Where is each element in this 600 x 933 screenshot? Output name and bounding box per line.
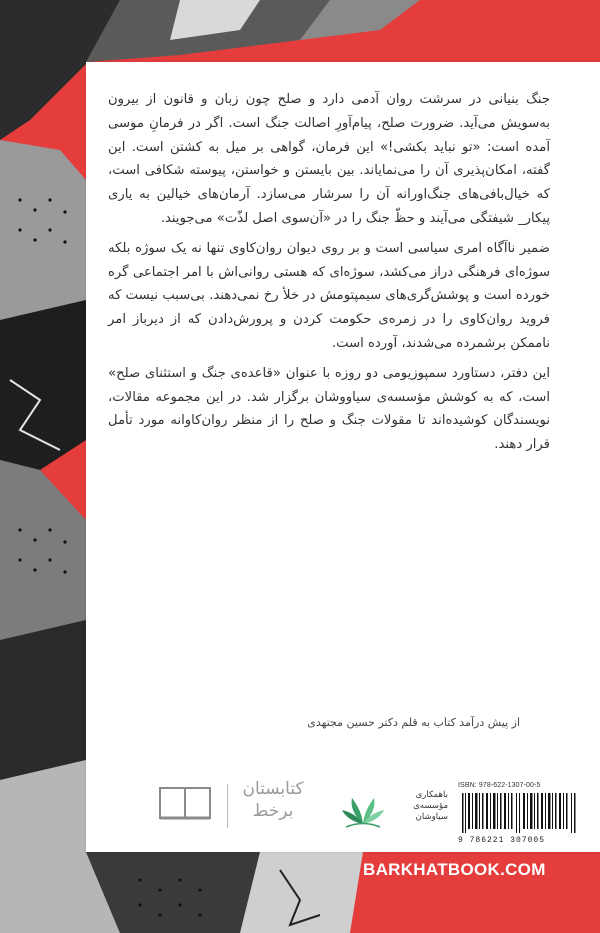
blurb-paragraph-2: ضمیر ناآگاه امری سیاسی است و بر روی دیوان روان‌کاوی تنها نه یک سوژه بلکه سوژه‌ای فرهنگی دراز می‌کشد، سوژه‌ای که هستی روانی‌اش با امر اجتماعی گره خورده است و پوشش‌گری‌های سیمپتومش در خلأ رخ نمی‌دهند. بی‌سبب نیست که فروید روان‌کاوی را در زمره‌ی حکومت کردن و پرورش‌دادن که از دیرباز امر ناممکن برشمرده می‌شدند، آورده است. <box>108 240 550 351</box>
publisher-logo <box>158 778 318 834</box>
blurb-paragraph-1: جنگ بنیانی در سرشت روان آدمی دارد و صلح چون زبان و قانون از بیرون به‌سویش می‌آید. ضرورت صلح، پیام‌آورِ اصالت جنگ است. اگر در فرمانِ موسی آمده است: «تو نباید بکشی!» این فرمان، گواهی بر میل به کشتن است. این گفته، امکان‌پذیری آن را می‌نمایاند. بین بایستن و خواستن، پیوسته شکافی است، که خیال‌بافی‌های جنگ‌اورانه آن را سرشار می‌سازد. آرمان‌های خیالین به یاری پیکار_ شیفتگی می‌آیند و حظّ جنگ را در «آن‌سوی اصل لذّت» می‌جویند. <box>108 92 550 226</box>
partner-logo <box>340 782 450 842</box>
leaf-logo-icon <box>340 794 386 830</box>
barcode-number: 9 786221 307005 <box>458 836 546 845</box>
publisher-name: کتابستان برخط <box>242 779 304 821</box>
partner-caption: باهمکاری مؤسسه‌ی سیاوشان <box>413 790 448 822</box>
isbn-text: ISBN: 978-622-1307-00-5 <box>458 782 541 789</box>
logo-divider <box>227 784 228 828</box>
website-url[interactable]: BARKHATBOOK.COM <box>363 860 546 879</box>
barcode-icon <box>458 793 580 833</box>
blurb-text <box>108 88 550 463</box>
source-attribution: از پیش درآمد کتاب به قلم دکتر حسین مجتهدی <box>307 716 520 729</box>
book-outline-icon <box>158 784 212 822</box>
blurb-paragraph-3: این دفتر، دستاورد سمپوزیومی دو روزه با عنوان «قاعده‌ی جنگ و استثنای صلح» است، که به کوشش مؤسسه‌ی سیاووشان برگزار شد. در این مجموعه مقالات، نویسندگان کوشیده‌اند تا مقولات جنگ و صلح را از منظر روان‌کاوانه مورد تأمل قرار دهند. <box>108 365 550 453</box>
